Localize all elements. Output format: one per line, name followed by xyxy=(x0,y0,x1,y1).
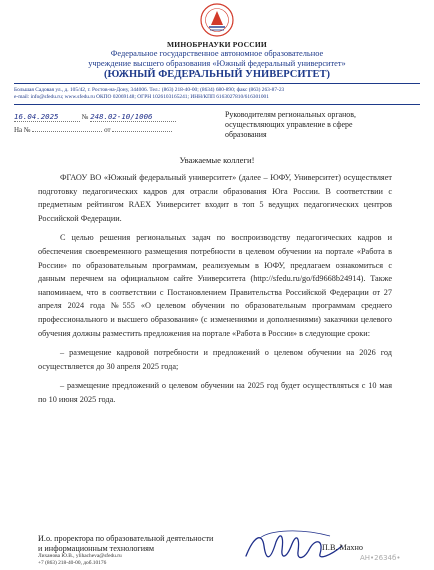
document-number: 248.02-10/1006 xyxy=(90,112,176,122)
institution-line-1: Федеральное государственное автономное образовательное xyxy=(110,49,324,58)
executor-line-2: +7 (863) 218-40-00, доб.10176 xyxy=(38,560,107,566)
institution-line-2: учреждение высшего образования «Южный федеральный университет» xyxy=(88,59,346,68)
signatory-name: П.В. Махно xyxy=(322,543,363,552)
signatory-position xyxy=(38,534,213,554)
document-date: 16.04.2025 xyxy=(14,112,80,122)
paragraph-4: – размещение предложений о целевом обучении на 2025 год будет осуществляться с 10 мая по 10 июня 2025 года. xyxy=(38,381,392,404)
number-label: № xyxy=(81,113,89,121)
position-line-2: и информационным технологиям xyxy=(38,544,155,553)
recipient-line-2: осуществляющих управление в сфере xyxy=(225,120,353,129)
header-divider-bottom xyxy=(14,104,420,105)
paragraph-1: ФГАОУ ВО «Южный федеральный университет» (далее – ЮФУ, Университет) осуществляет подготовку педагогических кадров для отрасли образования Юга России. В соответствии с предметным рейтингом RAEX Университет входит в топ 5 ведущих педагогических центров Российской Федерации. xyxy=(38,173,392,223)
registration-row xyxy=(14,112,204,126)
contacts-line-1: Большая Садовая ул., д. 105/42, г. Ростов-на-Дону, 344006. Тел.: (863) 218-40-00; (8634) 680-890; факс (863) 263-87-23 xyxy=(14,87,285,93)
letter-body xyxy=(38,171,392,413)
ministry-name: МИНОБРНАУКИ РОССИИ xyxy=(167,40,267,49)
executor-contacts xyxy=(38,553,122,567)
executor-line-1: Лиханова Ю.В., ylihacheva@sfedu.ru xyxy=(38,553,122,559)
reference-label: На № xyxy=(14,126,31,134)
salutation: Уважаемые коллеги! xyxy=(179,155,255,165)
header-divider-top xyxy=(14,83,420,84)
contacts-line-2: e-mail: info@sfedu.ru; www.sfedu.ru ОКПО 02069148; ОГРН 1026103165241; ИНН/КПП 6163027810/616301001 xyxy=(14,94,269,100)
recipient-line-1: Руководителям региональных органов, xyxy=(225,110,356,119)
recipient-block xyxy=(225,110,425,140)
reference-date-blank xyxy=(112,131,172,132)
paragraph-3: – размещение кадровой потребности и предложений о целевом обучении на 2026 год осуществляется до 30 апреля 2025 года; xyxy=(38,348,392,371)
position-line-1: И.о. проректора по образовательной деятельности xyxy=(38,534,214,543)
reference-row xyxy=(14,126,204,140)
paragraph-2: С целью решения региональных задач по воспроизводству педагогических кадров и обеспечения своевременного размещения потребности в целевом обучении на портале «Работа в России» по образовательным программам, реализуемым в ЮФУ, предлагаем ознакомиться с данным перечнем на официальном сайте Университета (http://sfedu.ru/go/fd9668b24914). Также напоминаем, что в соответствии с Постановлением Правительства Российской Федерации от 27 апреля 2024 года №555 «О целевом обучении по образовательным программам среднего профессионального и высшего образования» (с изменениями и дополнениями) заказчики целевого обучения должны разместить предложения на портале «Работа в России» в следующие сроки: xyxy=(38,233,392,338)
from-label: от xyxy=(104,126,111,134)
university-logo-icon xyxy=(197,2,237,40)
reference-number-blank xyxy=(32,131,102,132)
university-name: (ЮЖНЫЙ ФЕДЕРАЛЬНЫЙ УНИВЕРСИТЕТ) xyxy=(103,69,331,80)
recipient-line-3: образования xyxy=(225,130,267,139)
stamp-code: АН•2634б• xyxy=(360,554,401,562)
registration-block xyxy=(14,112,204,140)
